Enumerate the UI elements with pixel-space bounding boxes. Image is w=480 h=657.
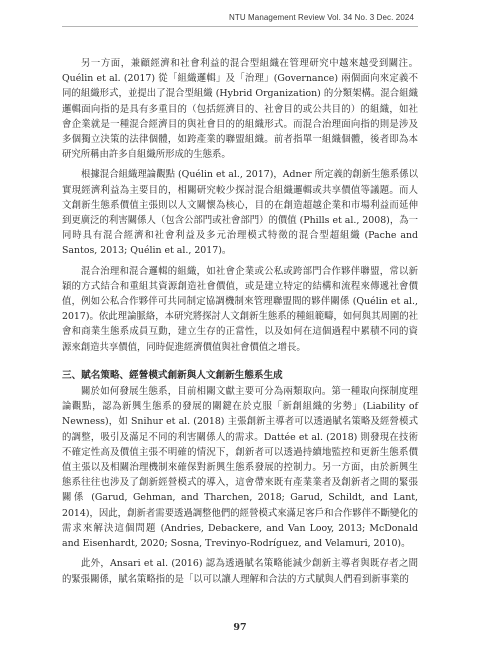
paragraph-ecosystem-development: 關於如何發展生態系，目前相關文獻主要可分為兩類取向。第一種取向探制度理論觀點，認為新興生態系的發展的關鍵在於克服「新創組織的劣勢」(Liability of Newness)，如 Snihur et al. (2018) 主張創新主導者可以透過賦名策略及經營模式的調整，吸引及滿足不同的利害關係人的需求。Dattée et al. (2018) 則發現在技術不確定性高及價值主張不明確的情況下，創新者可以透過持續地監控和更新生態系價值主張以及相關治理機制來確保對新興生態系發展的控制力。另一方面，由於新興生態系往往也涉及了創新經營模式的導入，這會帶來既有產業業者及創新者之間的緊張關係 (Garud, Gehman, and Tharchen, 2018; Garud, Schildt, and Lant, 2014)，因此，創新者需要透過調整他們的經營模式來滿足客戶和合作夥伴不斷變化的需求來解決這個問題 (Andries, Debackere, and Van Looy, 2013; McDonald and Eisenhardt, 2020; Sosna, Trevinyo-Rodríguez, and Velamuri, 2010)。 (62, 386, 418, 550)
paragraph-hybrid-organizations: 另一方面，兼顧經濟和社會利益的混合型組織在管理研究中越來越受到關注。Quélin et al. (2017) 從「組織邏輯」及「治理」(Governance) 兩個面向來定義不同的組織形式，並提出了混合型組織 (Hybrid Organization) 的分類架構。混合組織邏輯面向指的是具有多重目的（包括經濟目的、社會目的或公共目的）的組織，如社會企業就是一種混合經濟目的與社會目的的組織形式。而混合治理面向指的則是涉及多個獨立決策的法律個體，如跨產業的聯盟組織。前者指單一組織個體，後者即為本研究所稱由許多自組織所形成的生態系。 (62, 58, 418, 161)
section-heading: 三、賦名策略、經營模式創新與人文創新生態系生成 (62, 369, 283, 381)
paragraph-framing-strategy: 此外，Ansari et al. (2016) 認為透過賦名策略能減少創新主導者與既存者之間的緊張關係，賦名策略指的是「以可以讓人理解和合法的方式賦與人們看到新事業的 (62, 558, 418, 585)
paragraph-hybrid-governance: 混合治理和混合邏輯的組織，如社會企業或公私或跨部門合作夥伴聯盟，常以新穎的方式結合和重組其資源創造社會價值，或是建立特定的結構和流程來傳遞社會價值，例如公私合作夥伴可共同制定協調機制來管理聯盟間的夥伴關係 (Quélin et al., 2017)。依此理論脈絡，本研究將探討人文創新生態系的種組範疇，如何與其周圍的社會和商業生態系成員互動，建立生存的正當性，以及如何在這個過程中累積不同的資源來創造共享價值，同時促進經濟價值與社會價值之增長。 (62, 265, 418, 353)
running-head: NTU Management Review Vol. 34 No. 3 Dec. 2024 (228, 13, 414, 22)
paragraph-humanistic-ecosystem: 根據混合組織理論觀點 (Quélin et al., 2017)，Adner 所定義的創新生態系係以實現經濟利益為主要目的，相關研究較少探討混合組織邏輯或共享價值等議題。而人文創新生態系價值主張則以人文關懷為核心，目的在創造超越企業和市場利益而延伸到更廣泛的利害關係人（包含公部門或社會部門）的價值 (Phills et al., 2008)，為一同時具有混合經濟和社會利益及多元治理模式特徵的混合型超組織 (Pache and Santos, 2013; Quélin et al., 2017)。 (62, 169, 418, 257)
page-number: 97 (233, 622, 247, 633)
body-text (62, 56, 418, 592)
header-rule (62, 26, 418, 27)
